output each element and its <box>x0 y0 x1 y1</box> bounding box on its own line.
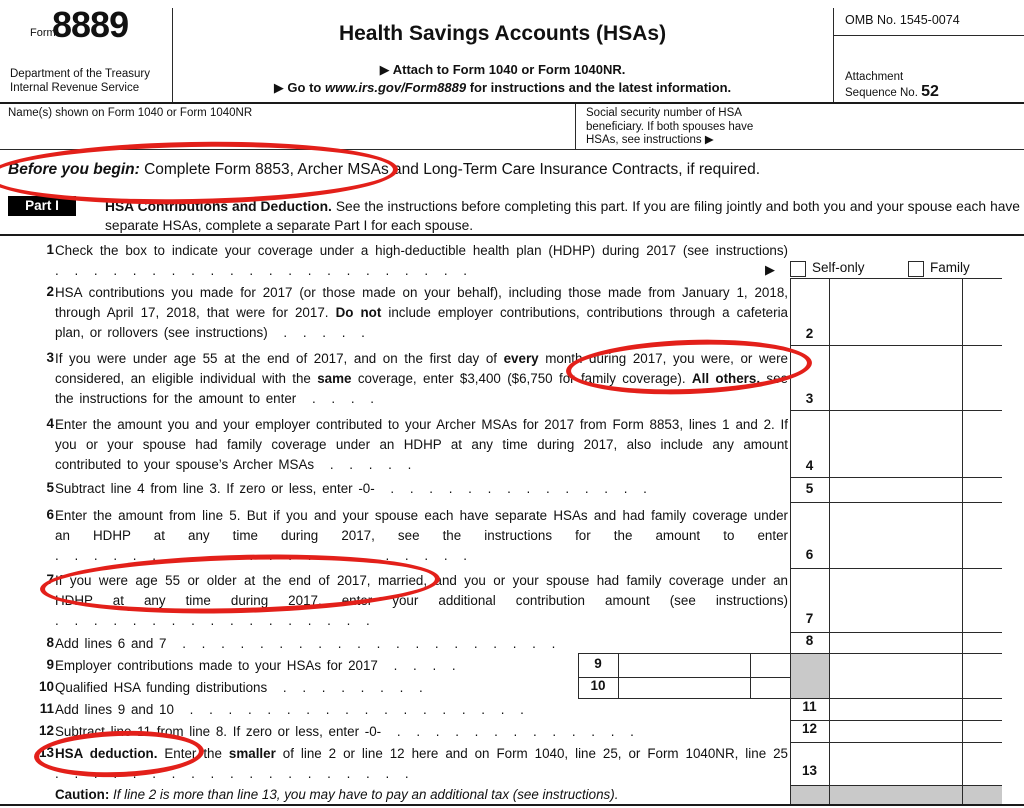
line2-text: HSA contributions you made for 2017 (or those made on your behalf), including those made from January 1, 2018, through April 17, 2018, that were for 2017. <box>55 285 788 320</box>
line12-amount-cell[interactable] <box>830 721 961 741</box>
leader-dots: . . . . . . . . . . . . . . . . . . . . . . <box>55 548 467 563</box>
leader-dots: . . . . . . . . . . . . . . . . . <box>55 613 370 628</box>
before-bold: Before you begin: <box>8 161 140 178</box>
page-title: Health Savings Accounts (HSAs) <box>338 22 667 45</box>
self-only-label: Self-only <box>812 260 865 275</box>
line2-amount-cell[interactable] <box>830 279 961 344</box>
line5-amount-cell[interactable] <box>830 478 961 501</box>
line-item-6 <box>20 506 788 568</box>
part1-label: Part I <box>8 196 76 216</box>
grid-label-2: 2 <box>805 326 814 341</box>
grid-label-3: 3 <box>805 391 814 406</box>
line-item-1 <box>20 241 788 281</box>
leader-dots: . . . . . . . . <box>267 680 423 695</box>
name-ssn-divider <box>575 104 576 150</box>
shaded-cell-9-10 <box>790 653 829 698</box>
line-number: 8 <box>46 635 54 650</box>
line3-text2: month during 2017, you were, or were considered, an eligible individual with the <box>55 351 788 386</box>
line13-amount-cell[interactable] <box>830 743 961 784</box>
goto-suffix: for instructions and the latest information. <box>466 80 732 95</box>
department-line <box>10 68 150 95</box>
line10-amount-cell[interactable] <box>619 678 749 697</box>
line3-text4: see the instructions for the amount to enter <box>55 371 788 406</box>
line-number: 5 <box>46 480 54 495</box>
self-only-checkbox[interactable] <box>790 261 806 277</box>
line1-pointer-icon: ▶ <box>765 262 775 277</box>
attachment-sequence <box>845 71 939 100</box>
line-number: 13 <box>38 745 54 760</box>
header-divider-right <box>833 8 834 103</box>
attachment-line-2 <box>845 82 939 101</box>
line11-amount-cell[interactable] <box>830 699 961 719</box>
line7-text: If you were age 55 or older at the end of 2017, married, and you or your spouse had family coverage under an HDHP at any time during 2017, enter your additional contribution amount (see instructions) <box>55 573 788 608</box>
shaded-caution-row <box>790 785 1002 805</box>
caution-note <box>55 787 775 802</box>
leader-dots: . . . . . . . . . . . . . . . . . . . . . . <box>55 263 467 278</box>
line7-amount-cell[interactable] <box>830 569 961 631</box>
ssn-field-label: Social security number of HSA beneficiary. If both spouses have HSAs, see instructions ▶ <box>586 107 754 146</box>
grid-label-6: 6 <box>805 547 814 562</box>
grid-label-8: 8 <box>805 633 814 648</box>
part1-heading <box>105 197 1020 235</box>
dept-line-2: Internal Revenue Service <box>10 81 140 94</box>
line11-text: Add lines 9 and 10 <box>55 702 174 717</box>
line-item-11 <box>20 700 788 720</box>
grid-label-5: 5 <box>805 481 814 496</box>
part1-heading-rest: See the instructions before completing this part. If you are filing jointly and both you and your spouse each have separate HSAs, complete a separate Part I for each spouse. <box>105 199 1020 233</box>
leader-dots: . . . . . <box>314 457 412 472</box>
line-number: 4 <box>46 416 54 431</box>
omb-number: OMB No. 1545-0074 <box>845 13 960 27</box>
inner-box-cents-border <box>750 653 751 698</box>
line8-text: Add lines 6 and 7 <box>55 636 167 651</box>
leader-dots: . . . . <box>296 391 375 406</box>
sequence-label: Sequence No. <box>845 86 922 99</box>
grid-label-13: 13 <box>801 763 818 778</box>
form-url: www.irs.gov/Form8889 <box>324 80 467 95</box>
family-label: Family <box>930 260 970 275</box>
name-field-label: Name(s) shown on Form 1040 or Form 1040NR <box>8 107 253 119</box>
attachment-line-1: Attachment <box>845 71 904 83</box>
grid-label-11: 11 <box>802 699 817 714</box>
grid-row-line <box>790 785 1002 786</box>
line4-text: Enter the amount you and your employer contributed to your Archer MSAs for 2017 from Form 8853, lines 1 and 2. If you or your spouse had family coverage under an HDHP at any time during 2017, also include any amount contributed to your spouse’s Archer MSAs <box>55 417 788 472</box>
caution-rest: If line 2 is more than line 13, you may have to pay an additional tax (see instructions). <box>109 787 619 802</box>
sequence-number: 52 <box>921 82 939 100</box>
before-rest: Complete Form 8853, Archer MSAs and Long-Term Care Insurance Contracts, if required. <box>139 161 761 178</box>
line-number: 11 <box>39 701 54 716</box>
line-number: 10 <box>38 679 54 694</box>
line8-amount-cell[interactable] <box>830 633 961 652</box>
leader-dots: . . . . . <box>267 325 365 340</box>
name-field[interactable] <box>0 104 575 149</box>
line3-text: If you were under age 55 at the end of 2017, and on the first day of <box>55 351 504 366</box>
line10-text: Qualified HSA funding distributions <box>55 680 268 695</box>
line13-text: Enter the <box>157 746 229 761</box>
line13-bold-smaller: smaller <box>228 746 276 761</box>
line1-text: Check the box to indicate your coverage under a high-deductible health plan (HDHP) during 2017 (see instructions) <box>55 243 788 258</box>
form-number: 8889 <box>52 4 129 45</box>
leader-dots: . . . . . . . . . . . . . . . . . . . <box>55 766 409 781</box>
line3-amount-cell[interactable] <box>830 346 961 409</box>
line9-text: Employer contributions made to your HSAs for 2017 <box>55 658 378 673</box>
line2-bold: Do not <box>335 305 382 320</box>
leader-dots: . . . . . . . . . . . . . . . . . . . . <box>166 636 556 651</box>
caution-bold: Caution: <box>55 787 110 802</box>
line-number: 12 <box>38 723 54 738</box>
line-number: 2 <box>46 284 54 299</box>
line5-text: Subtract line 4 from line 3. If zero or less, enter -0- <box>55 481 375 496</box>
line12-text: Subtract line 11 from line 8. If zero or less, enter -0- <box>55 724 382 739</box>
line6-amount-cell[interactable] <box>830 503 961 567</box>
line4-amount-cell[interactable] <box>830 411 961 476</box>
part1-heading-bold: HSA Contributions and Deduction. <box>105 199 332 214</box>
leader-dots: . . . . . . . . . . . . . . . . . . <box>173 702 524 717</box>
line13-text2: of line 2 or line 12 here and on Form 1040, line 25, or Form 1040NR, line 25 <box>275 746 788 761</box>
line-item-4 <box>20 415 788 477</box>
line6-text: Enter the amount from line 5. But if you and your spouse each have separate HSAs and had family coverage under an HDHP at any time during 2017, see the instructions for the amount to enter <box>55 508 788 543</box>
line-number: 1 <box>46 242 54 257</box>
leader-dots: . . . . . . . . . . . . . <box>381 724 634 739</box>
attach-instruction: ▶ Attach to Form 1040 or Form 1040NR. <box>379 62 626 77</box>
line-number: 3 <box>46 350 54 365</box>
line13-bold-hsa-deduction: HSA deduction. <box>55 746 158 761</box>
line3-bold-all-others: All others, <box>691 371 761 386</box>
line-item-8 <box>20 634 788 654</box>
form-label: Form <box>30 27 56 39</box>
page-bottom-rule <box>0 804 1024 806</box>
grid-cents-border <box>962 278 963 805</box>
goto-prefix: ▶ Go to <box>273 80 325 95</box>
ssn-field[interactable] <box>780 104 1024 149</box>
part1-bottom-rule <box>0 234 1024 236</box>
line-number: 6 <box>46 507 54 522</box>
line-number: 9 <box>46 657 54 672</box>
line9-amount-cell[interactable] <box>619 654 749 676</box>
family-checkbox[interactable] <box>908 261 924 277</box>
leader-dots: . . . . <box>377 658 456 673</box>
line2-text2: include employer contributions, contributions through a cafeteria plan, or rollovers (see instructions) <box>55 305 788 340</box>
grid-label-7: 7 <box>805 611 814 626</box>
grid-label-9: 9 <box>594 656 602 671</box>
line-item-2 <box>20 283 788 345</box>
line-item-5 <box>20 479 788 500</box>
line3-bold-every: every <box>503 351 539 366</box>
omb-underline <box>833 35 1024 36</box>
grid-label-4: 4 <box>805 458 814 473</box>
goto-instruction <box>172 80 833 96</box>
line-number: 7 <box>46 572 54 587</box>
grid-label-12: 12 <box>801 721 818 736</box>
grid-label-10: 10 <box>590 678 606 693</box>
line3-text3: coverage, enter $3,400 ($6,750 for family coverage). <box>351 371 692 386</box>
line3-bold-same: same <box>317 371 352 386</box>
dept-line-1: Department of the Treasury <box>10 68 150 80</box>
leader-dots: . . . . . . . . . . . . . . <box>374 481 647 496</box>
